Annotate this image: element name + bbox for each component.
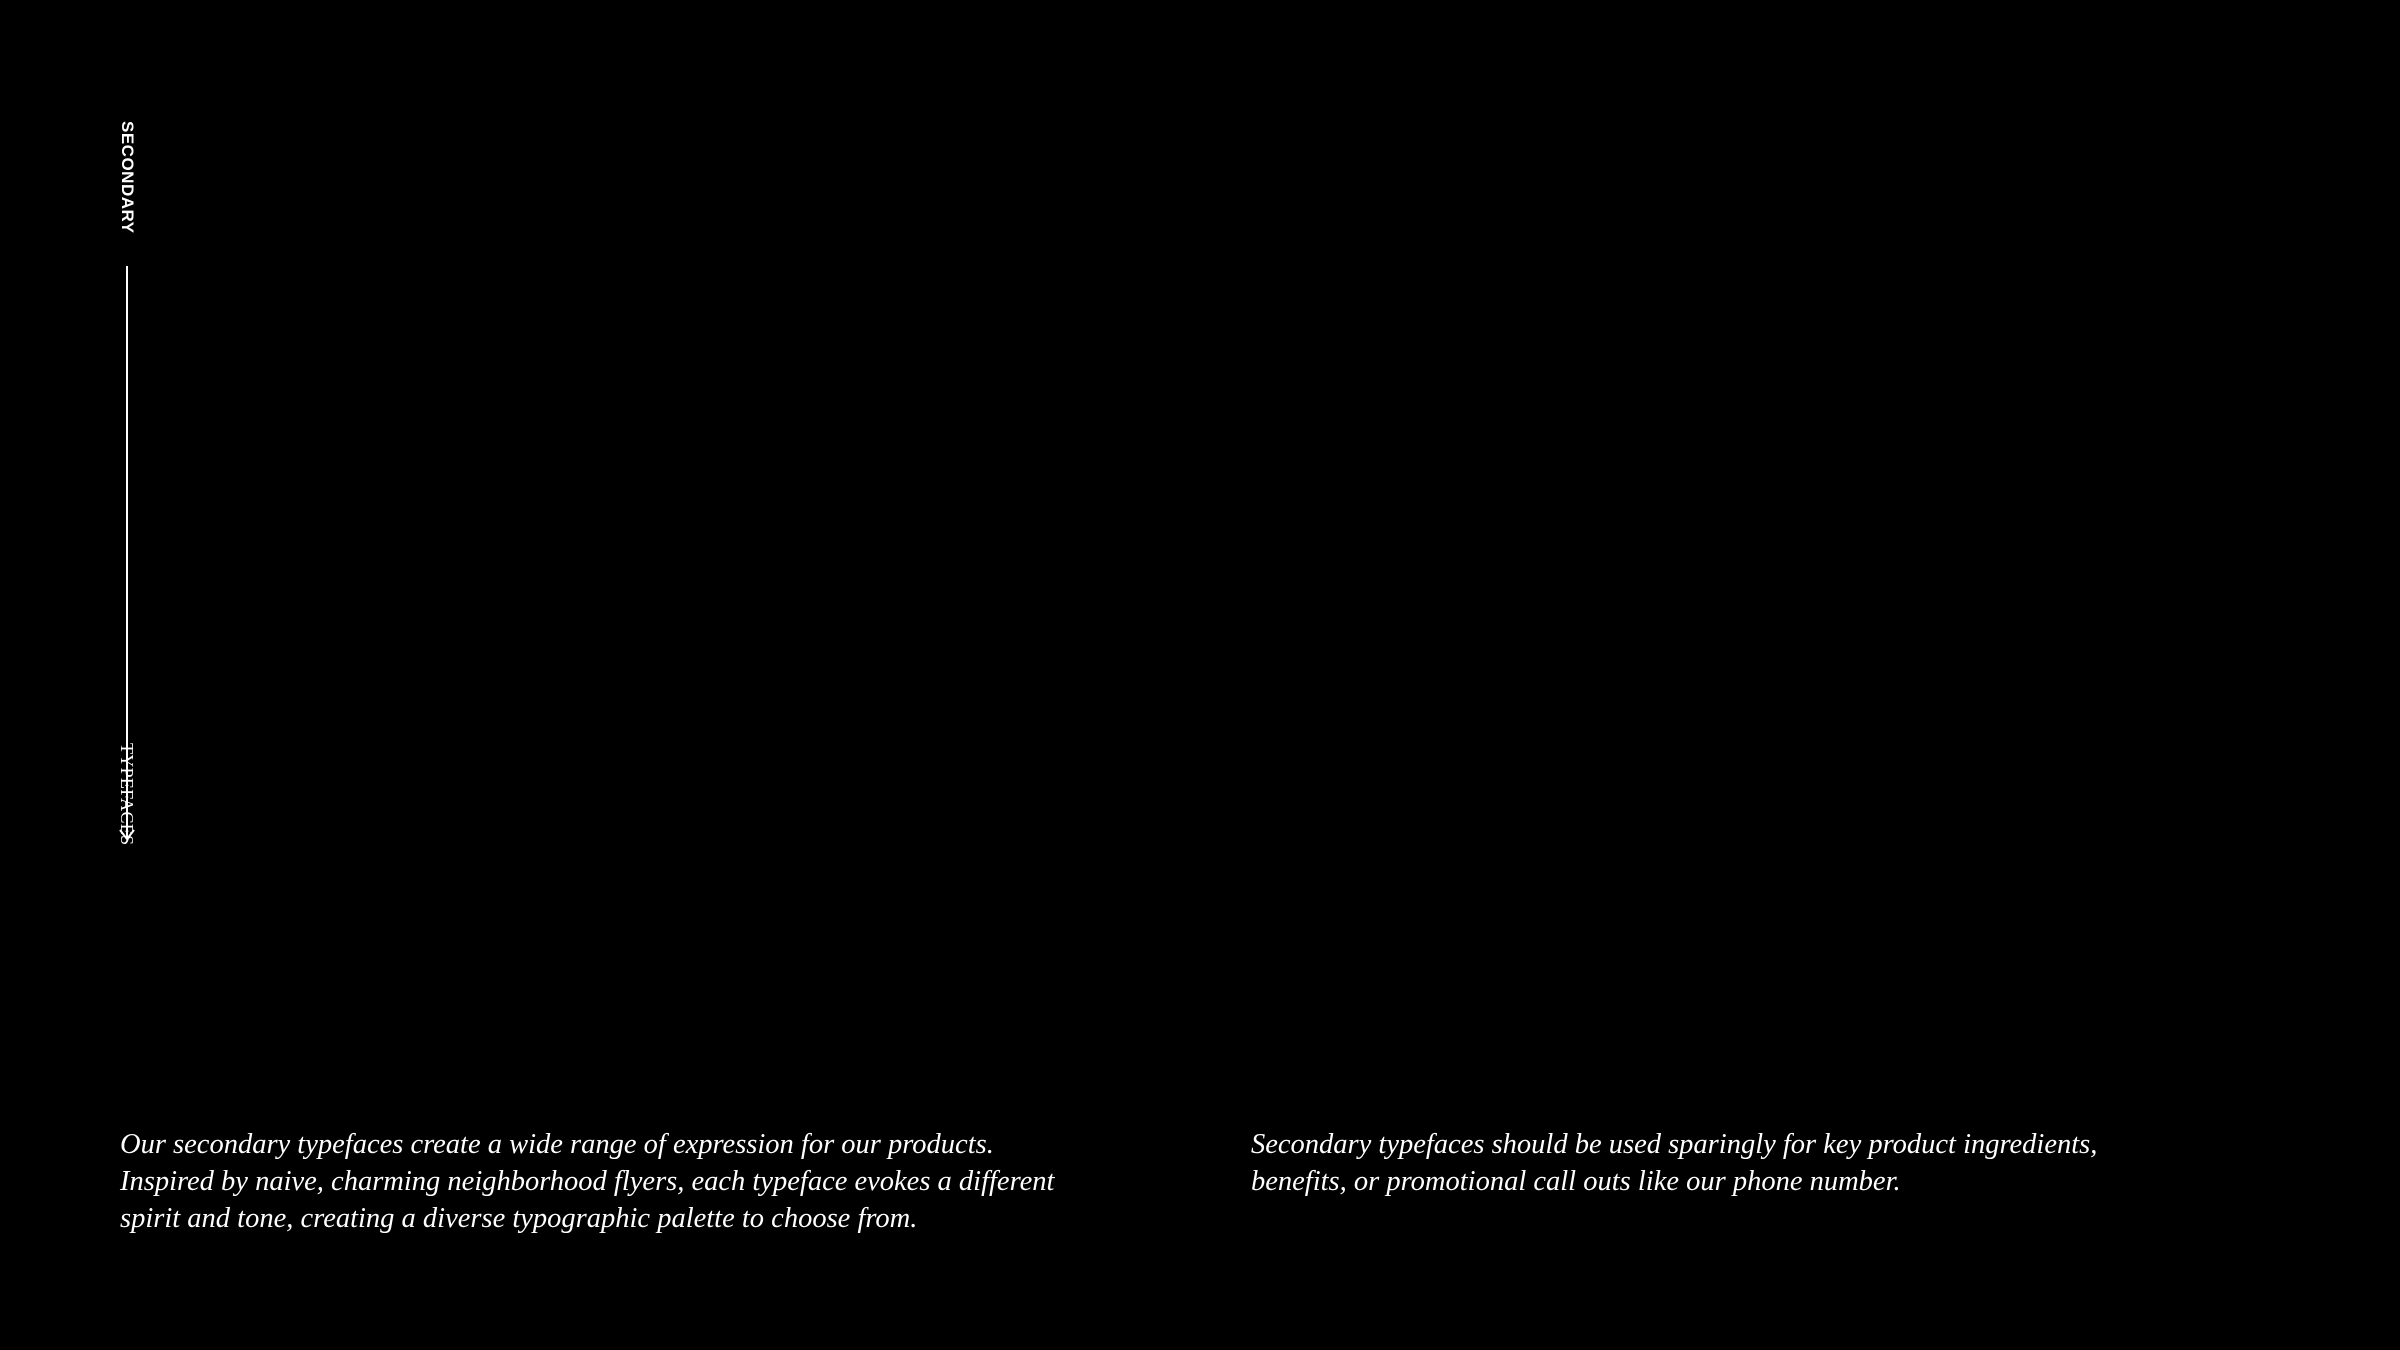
section-label-secondary: SECONDARY <box>118 121 137 234</box>
intro-line: Inspired by naive, charming neighborhood flyers, each typeface evokes a different <box>120 1166 1055 1197</box>
intro-line: spirit and tone, creating a diverse typographic palette to choose from. <box>120 1203 918 1234</box>
intro-paragraph <box>120 1126 1180 1237</box>
usage-paragraph <box>1251 1126 2251 1200</box>
section-label-rail <box>114 118 140 868</box>
intro-line: Our secondary typefaces create a wide range of expression for our products. <box>120 1129 994 1160</box>
section-label-typefaces: TYPEFACES <box>117 743 137 846</box>
usage-line: Secondary typefaces should be used sparingly for key product ingredients, <box>1251 1129 2098 1160</box>
usage-line: benefits, or promotional call outs like our phone number. <box>1251 1166 1901 1197</box>
